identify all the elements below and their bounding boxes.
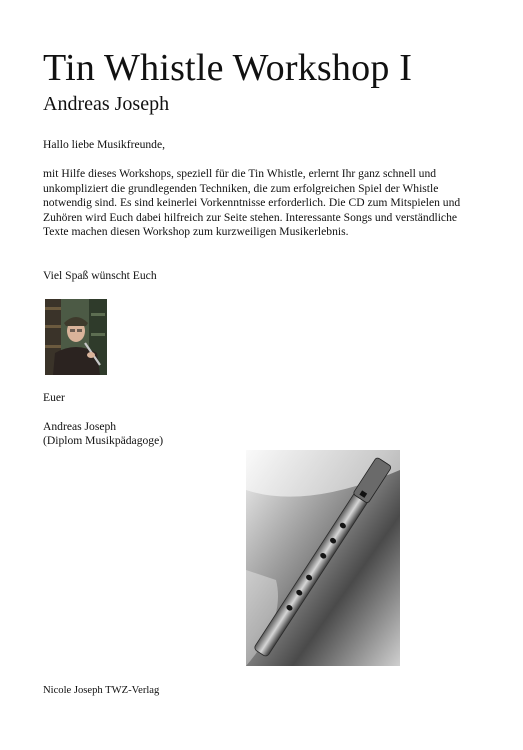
publisher-text: Nicole Joseph TWZ-Verlag: [43, 685, 160, 696]
greeting-text: Hallo liebe Musikfreunde,: [43, 138, 166, 151]
closing-text: Euer: [43, 391, 65, 404]
author-name: Andreas Joseph: [43, 93, 170, 115]
page-title: Tin Whistle Workshop I: [43, 47, 413, 89]
intro-paragraph: mit Hilfe dieses Workshops, speziell für die Tin Whistle, erlernt Ihr ganz schnell und unkompliziert die grundlegenden Techniken, die zum erfolgreichen Spiel der Whistle notwendig sind. Es sind keinerlei Vorkenntnisse erforderlich. Die CD zum Mitspielen und Zuhören wird Euch dabei hilfreich zur Seite stehen. Interessante Songs und verständliche Texte machen diesen Workshop zum kurzweiligen Musikerlebnis.: [43, 167, 461, 239]
signature-title: (Diplom Musikpädagoge): [43, 434, 164, 447]
signature-name: Andreas Joseph: [43, 420, 117, 433]
tin-whistle-drawing: [246, 450, 400, 666]
wish-text: Viel Spaß wünscht Euch: [43, 269, 157, 282]
author-photo: [45, 299, 107, 375]
